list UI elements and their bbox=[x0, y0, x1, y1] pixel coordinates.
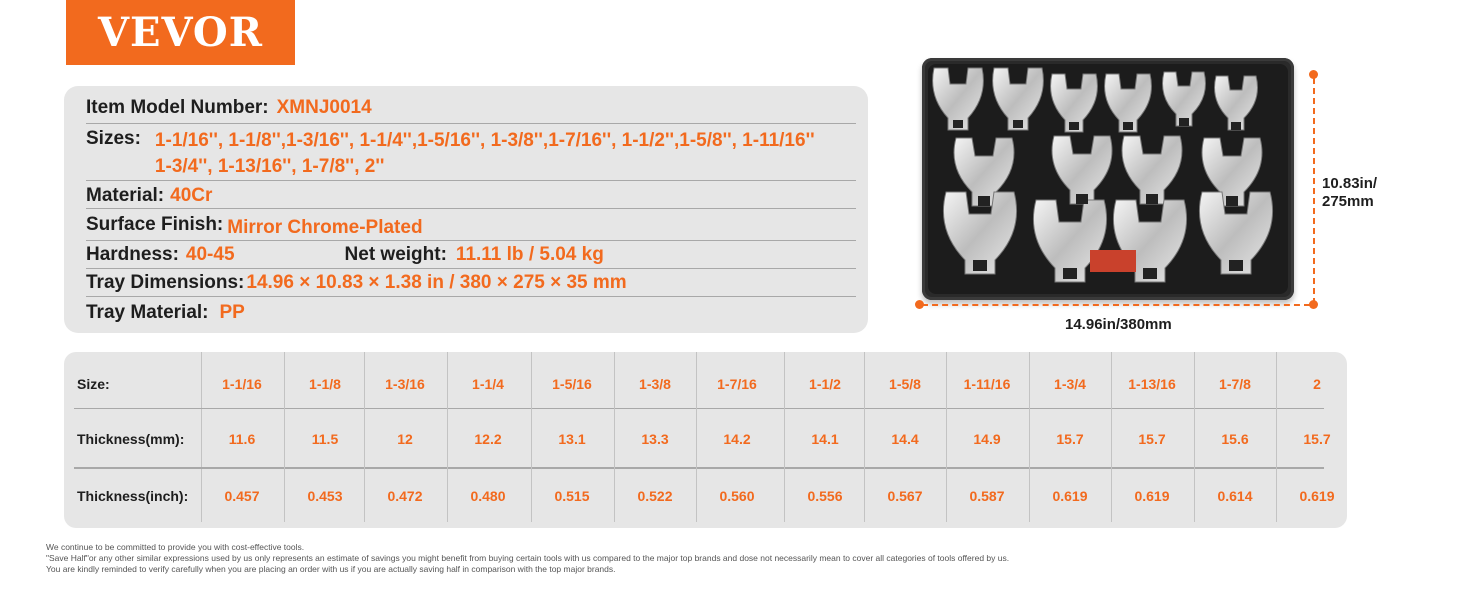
weight-label: Net weight: bbox=[344, 244, 447, 265]
table-column-divider bbox=[1276, 352, 1277, 522]
spec-divider bbox=[86, 268, 856, 269]
thickness-mm-cell: 11.5 bbox=[311, 431, 339, 447]
spec-hardness-row bbox=[86, 244, 856, 266]
spec-divider bbox=[86, 240, 856, 241]
size-cell: 1-5/16 bbox=[552, 376, 592, 392]
thickness-inch-cell: 0.457 bbox=[224, 488, 260, 504]
size-cell: 1-1/2 bbox=[809, 376, 841, 392]
size-cell: 1-3/4 bbox=[1054, 376, 1086, 392]
size-cell: 1-1/16 bbox=[222, 376, 262, 392]
spec-tray-dimensions-row bbox=[86, 272, 856, 294]
thickness-inch-cell: 0.472 bbox=[387, 488, 423, 504]
thickness-mm-cell: 12.2 bbox=[474, 431, 502, 447]
table-column-divider bbox=[696, 352, 697, 522]
thickness-inch-cell: 0.619 bbox=[1134, 488, 1170, 504]
thickness-inch-cell: 0.567 bbox=[887, 488, 923, 504]
sizes-line-1: 1-1/16'', 1-1/8'',1-3/16'', 1-1/4'',1-5/16'', 1-3/8'',1-7/16'', 1-1/2'',1-5/8'', 1-11/16'' bbox=[154, 130, 815, 151]
thickness-inch-cell: 0.619 bbox=[1299, 488, 1335, 504]
crowfoot-wrench-set-icon bbox=[922, 58, 1294, 300]
thickness-inch-cell: 0.515 bbox=[554, 488, 590, 504]
spec-divider bbox=[86, 180, 856, 181]
model-value: XMNJ0014 bbox=[276, 97, 372, 118]
thickness-mm-cell: 15.7 bbox=[1303, 431, 1331, 447]
thickness-mm-cell: 14.4 bbox=[891, 431, 919, 447]
size-cell: 1-1/4 bbox=[472, 376, 504, 392]
thickness-mm-cell: 12 bbox=[397, 431, 413, 447]
spec-tray-material-row bbox=[86, 302, 856, 324]
table-column-divider bbox=[614, 352, 615, 522]
sizes-label: Sizes: bbox=[86, 128, 141, 149]
finish-value: Mirror Chrome-Plated bbox=[227, 217, 423, 238]
size-cell: 1-11/16 bbox=[963, 376, 1011, 392]
thickness-inch-cell: 0.614 bbox=[1217, 488, 1253, 504]
thickness-inch-cell: 0.522 bbox=[637, 488, 673, 504]
table-column-divider bbox=[364, 352, 365, 522]
height-dimension-label bbox=[1322, 175, 1377, 211]
wrench-tray-image bbox=[922, 58, 1294, 300]
table-column-divider bbox=[284, 352, 285, 522]
height-line-1: 10.83in/ bbox=[1322, 175, 1378, 192]
hardness-value: 40-45 bbox=[185, 244, 235, 265]
thickness-mm-label: Thickness(mm): bbox=[77, 431, 185, 447]
spec-panel bbox=[64, 86, 868, 333]
tray-material-label: Tray Material: bbox=[86, 302, 209, 323]
sizes-line-2: 1-3/4'', 1-13/16'', 1-7/8'', 2'' bbox=[154, 156, 385, 177]
material-value: 40Cr bbox=[170, 185, 213, 206]
thickness-inch-cell: 0.619 bbox=[1052, 488, 1088, 504]
size-cell: 1-7/8 bbox=[1219, 376, 1251, 392]
thickness-inch-cell: 0.556 bbox=[807, 488, 843, 504]
table-column-divider bbox=[531, 352, 532, 522]
spec-divider bbox=[86, 296, 856, 297]
table-column-divider bbox=[447, 352, 448, 522]
dimension-marker bbox=[915, 300, 924, 309]
table-row-thickness-mm bbox=[64, 411, 1347, 467]
width-dimension-label: 14.96in/380mm bbox=[1065, 316, 1172, 333]
size-cell: 1-3/16 bbox=[385, 376, 425, 392]
thickness-mm-cell: 14.9 bbox=[973, 431, 1001, 447]
thickness-mm-cell: 15.6 bbox=[1221, 431, 1249, 447]
size-cell: 1-7/16 bbox=[717, 376, 757, 392]
tray-material-value: PP bbox=[219, 302, 245, 323]
thickness-mm-cell: 14.2 bbox=[723, 431, 751, 447]
thickness-table bbox=[64, 352, 1347, 528]
thickness-mm-cell: 11.6 bbox=[228, 431, 256, 447]
spec-finish-row bbox=[86, 214, 856, 236]
spec-model-row bbox=[86, 97, 856, 119]
thickness-mm-cell: 13.1 bbox=[558, 431, 586, 447]
thickness-inch-label: Thickness(inch): bbox=[77, 488, 189, 504]
table-row-thickness-inch bbox=[64, 468, 1347, 524]
table-column-divider bbox=[1029, 352, 1030, 522]
finish-label: Surface Finish: bbox=[86, 214, 224, 235]
thickness-inch-cell: 0.480 bbox=[470, 488, 506, 504]
thickness-inch-cell: 0.453 bbox=[307, 488, 343, 504]
disclaimer-line: We continue to be committed to provide you with cost-effective tools. bbox=[46, 542, 305, 552]
model-label: Item Model Number: bbox=[86, 97, 269, 118]
logo-text: VEVOR bbox=[98, 9, 263, 56]
thickness-mm-cell: 15.7 bbox=[1056, 431, 1084, 447]
thickness-mm-cell: 15.7 bbox=[1138, 431, 1166, 447]
spec-material-row bbox=[86, 185, 856, 207]
size-cell: 1-3/8 bbox=[639, 376, 671, 392]
size-row-label: Size: bbox=[77, 376, 110, 392]
weight-value: 11.11 lb / 5.04 kg bbox=[455, 244, 604, 265]
tray-dimensions-value: 14.96 × 10.83 × 1.38 in / 380 × 275 × 35 mm bbox=[246, 272, 627, 293]
height-line-2: 275mm bbox=[1322, 193, 1374, 210]
width-dimension-line bbox=[922, 304, 1310, 306]
disclaimer-line: "Save Half"or any other similar expressions used by us only represents an estimate of savings you might benefit from buying certain tools with us compared to the major top brands and dose not necessarily mean to cover all categories of tools offered by us. bbox=[46, 553, 1010, 563]
table-column-divider bbox=[946, 352, 947, 522]
spec-divider bbox=[86, 123, 856, 124]
vevor-logo bbox=[66, 0, 295, 65]
tray-dimensions-label: Tray Dimensions: bbox=[86, 272, 245, 293]
material-label: Material: bbox=[86, 185, 165, 206]
spec-sizes-row bbox=[86, 126, 856, 180]
disclaimer bbox=[46, 542, 1009, 575]
table-column-divider bbox=[864, 352, 865, 522]
size-cell: 2 bbox=[1313, 376, 1321, 392]
table-column-divider bbox=[1194, 352, 1195, 522]
size-cell: 1-13/16 bbox=[1128, 376, 1176, 392]
sizes-values bbox=[155, 126, 815, 180]
thickness-inch-cell: 0.560 bbox=[719, 488, 755, 504]
height-dimension-line bbox=[1313, 78, 1315, 304]
thickness-mm-cell: 14.1 bbox=[811, 431, 839, 447]
hardness-label: Hardness: bbox=[86, 244, 179, 265]
table-column-divider bbox=[1111, 352, 1112, 522]
size-cell: 1-5/8 bbox=[889, 376, 921, 392]
spec-divider bbox=[86, 208, 856, 209]
table-row-size bbox=[64, 356, 1347, 412]
disclaimer-line: You are kindly reminded to verify carefully when you are placing an order with us if you are actually saving half in comparison with the top major brands. bbox=[46, 564, 616, 574]
table-column-divider bbox=[784, 352, 785, 522]
thickness-inch-cell: 0.587 bbox=[969, 488, 1005, 504]
thickness-mm-cell: 13.3 bbox=[641, 431, 669, 447]
size-cell: 1-1/8 bbox=[309, 376, 341, 392]
dimension-marker bbox=[1309, 300, 1318, 309]
